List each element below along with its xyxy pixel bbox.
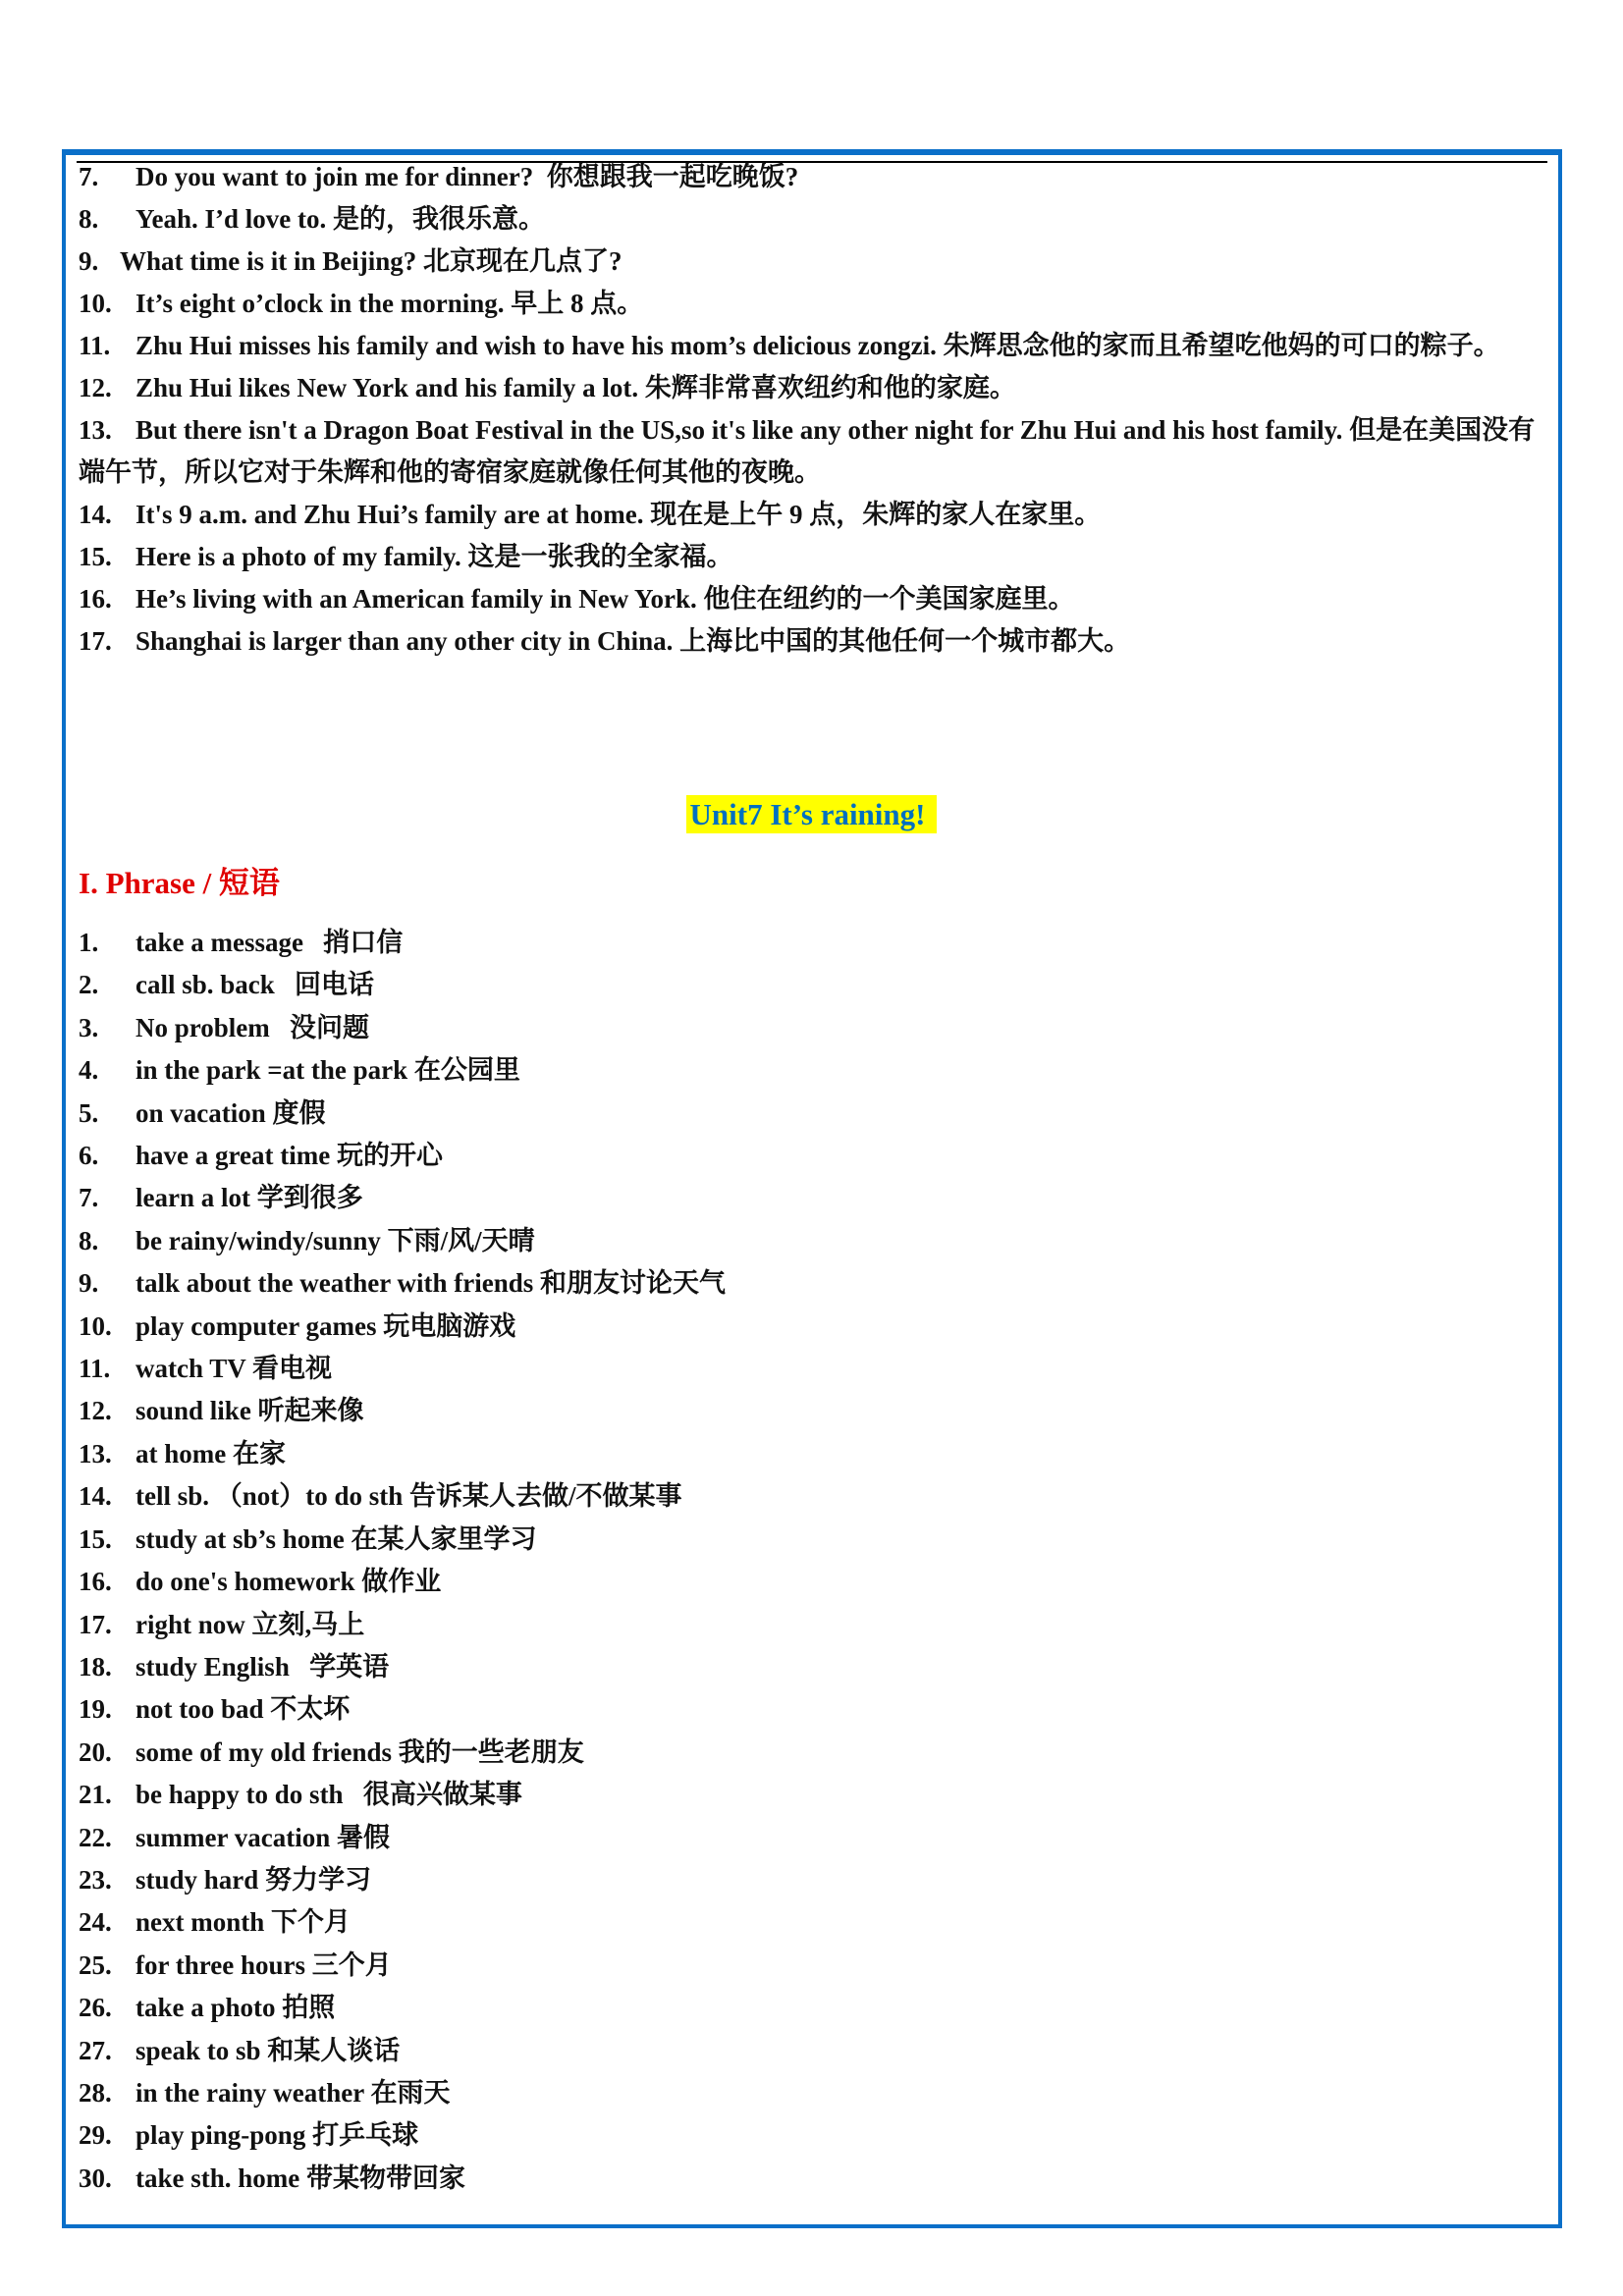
sentence-text: Here is a photo of my family. 这是一张我的全家福。 (135, 542, 733, 571)
phrase-item (79, 2072, 726, 2114)
phrase-text: play computer games 玩电脑游戏 (135, 1310, 516, 1341)
phrase-item (79, 1945, 726, 1987)
item-number: 9. (79, 246, 99, 276)
phrase-item (79, 922, 726, 964)
phrase-item (79, 1475, 726, 1518)
item-number: 28. (79, 2077, 112, 2108)
sentence-text: It’s eight o’clock in the morning. 早上 8 点。 (135, 289, 644, 318)
phrase-text: study hard 努力学习 (135, 1864, 372, 1895)
sentence-text: Zhu Hui misses his family and wish to have his mom’s delicious zongzi. 朱辉思念他的家而且希望吃他妈的可口的粽子。 (135, 331, 1500, 360)
item-number: 15. (79, 542, 112, 571)
sentence-text: Do you want to join me for dinner? 你想跟我一起吃晚饭? (135, 162, 799, 191)
phrase-text: summer vacation 暑假 (135, 1822, 390, 1852)
sentence-text: He’s living with an American family in New York. 他住在纽约的一个美国家庭里。 (135, 584, 1075, 614)
phrase-item (79, 2114, 726, 2157)
sentence-item (79, 283, 1551, 325)
phrase-item (79, 1007, 726, 1049)
item-number: 30. (79, 2163, 112, 2193)
phrase-item (79, 1433, 726, 1475)
item-number: 13. (79, 415, 112, 445)
phrase-item (79, 1688, 726, 1731)
phrase-text: take sth. home 带某物带回家 (135, 2163, 465, 2193)
phrase-text: play ping-pong 打乒乓球 (135, 2120, 419, 2151)
phrase-item (79, 1987, 726, 2029)
phrase-text: call sb. back 回电话 (135, 970, 375, 1000)
item-number: 12. (79, 1396, 112, 1426)
item-number: 3. (79, 1012, 99, 1042)
phrase-text: learn a lot 学到很多 (135, 1183, 363, 1213)
phrase-text: for three hours 三个月 (135, 1949, 392, 1980)
phrase-text: take a message 捎口信 (135, 928, 404, 957)
phrase-text: do one's homework 做作业 (135, 1567, 442, 1597)
sentence-text: Zhu Hui likes New York and his family a lot. 朱辉非常喜欢纽约和他的家庭。 (135, 373, 1016, 402)
phrase-item (79, 1732, 726, 1774)
item-number: 7. (79, 1183, 99, 1213)
item-number: 27. (79, 2035, 112, 2065)
phrase-text: talk about the weather with friends 和朋友讨论天气 (135, 1268, 727, 1299)
item-number: 12. (79, 373, 112, 402)
phrase-item (79, 2158, 726, 2200)
sentence-item (79, 536, 1551, 578)
phrase-text: study English 学英语 (135, 1651, 390, 1682)
phrase-item (79, 1348, 726, 1390)
unit-title-text: Unit7 It’s raining! (686, 795, 938, 833)
sentence-item (79, 409, 1551, 494)
phrase-item (79, 1306, 726, 1348)
phrase-item (79, 1093, 726, 1135)
item-number: 13. (79, 1438, 112, 1468)
phrase-item (79, 1859, 726, 1901)
sentence-item (79, 198, 1551, 240)
sentence-text: What time is it in Beijing? 北京现在几点了? (120, 246, 622, 276)
sentence-item (79, 578, 1551, 620)
item-number: 5. (79, 1097, 99, 1128)
phrase-text: watch TV 看电视 (135, 1354, 333, 1384)
item-number: 1. (79, 928, 99, 957)
sentence-text: Shanghai is larger than any other city in China. 上海比中国的其他任何一个城市都大。 (135, 626, 1131, 656)
sentence-item (79, 620, 1551, 663)
item-number: 2. (79, 970, 99, 1000)
item-number: 23. (79, 1864, 112, 1895)
item-number: 19. (79, 1694, 112, 1725)
sentence-item (79, 367, 1551, 409)
item-number: 29. (79, 2120, 112, 2151)
item-number: 26. (79, 1993, 112, 2023)
phrase-item (79, 1646, 726, 1688)
item-number: 21. (79, 1780, 112, 1810)
phrase-item (79, 1817, 726, 1859)
phrase-text: not too bad 不太坏 (135, 1694, 351, 1725)
phrase-text: next month 下个月 (135, 1907, 352, 1938)
section-heading: I. Phrase / 短语 (79, 866, 280, 900)
phrase-item (79, 1519, 726, 1561)
phrase-item (79, 1049, 726, 1092)
item-number: 15. (79, 1523, 112, 1554)
phrase-text: have a great time 玩的开心 (135, 1141, 443, 1171)
item-number: 16. (79, 584, 112, 614)
item-number: 9. (79, 1268, 99, 1299)
item-number: 7. (79, 162, 99, 191)
item-number: 14. (79, 500, 112, 529)
item-number: 11. (79, 331, 111, 360)
sentence-item (79, 240, 1551, 283)
phrase-item (79, 1901, 726, 1944)
item-number: 17. (79, 1609, 112, 1639)
item-number: 16. (79, 1567, 112, 1597)
phrase-text: tell sb. （not）to do sth 告诉某人去做/不做某事 (135, 1481, 682, 1512)
phrase-item (79, 1220, 726, 1262)
item-number: 17. (79, 626, 112, 656)
item-number: 20. (79, 1736, 112, 1767)
phrase-text: take a photo 拍照 (135, 1993, 336, 2023)
phrase-text: study at sb’s home 在某人家里学习 (135, 1523, 537, 1554)
item-number: 8. (79, 1225, 99, 1255)
phrase-item (79, 1135, 726, 1177)
phrase-text: sound like 听起来像 (135, 1396, 364, 1426)
phrase-text: be happy to do sth 很高兴做某事 (135, 1780, 522, 1810)
item-number: 14. (79, 1481, 112, 1512)
item-number: 10. (79, 1310, 112, 1341)
phrase-item (79, 1390, 726, 1432)
phrase-item (79, 1561, 726, 1603)
item-number: 6. (79, 1141, 99, 1171)
item-number: 11. (79, 1354, 111, 1384)
phrase-item (79, 1262, 726, 1305)
sentence-item (79, 494, 1551, 536)
phrase-text: at home 在家 (135, 1438, 286, 1468)
phrase-text: in the park =at the park 在公园里 (135, 1055, 520, 1086)
phrase-item (79, 1177, 726, 1219)
item-number: 25. (79, 1949, 112, 1980)
phrase-item (79, 964, 726, 1006)
sentence-text: It's 9 a.m. and Zhu Hui’s family are at home. 现在是上午 9 点，朱辉的家人在家里。 (135, 500, 1102, 529)
unit-title (0, 797, 1623, 832)
phrase-list (79, 922, 726, 2200)
sentence-text: But there isn't a Dragon Boat Festival in the US,so it's like any other night for Zhu Hui and his host family. 但是在美国没有端午节，所以它对于朱辉和他的寄宿家庭就像任何其他的夜晚。 (79, 415, 1536, 487)
item-number: 8. (79, 204, 99, 234)
phrase-text: be rainy/windy/sunny 下雨/风/天晴 (135, 1225, 535, 1255)
item-number: 24. (79, 1907, 112, 1938)
item-number: 22. (79, 1822, 112, 1852)
item-number: 18. (79, 1651, 112, 1682)
phrase-item (79, 1604, 726, 1646)
phrase-item (79, 2030, 726, 2072)
item-number: 4. (79, 1055, 99, 1086)
sentence-list (79, 156, 1551, 663)
phrase-text: some of my old friends 我的一些老朋友 (135, 1736, 584, 1767)
phrase-text: speak to sb 和某人谈话 (135, 2035, 401, 2065)
sentence-text: Yeah. I’d love to. 是的，我很乐意。 (135, 204, 545, 234)
phrase-text: in the rainy weather 在雨天 (135, 2077, 451, 2108)
item-number: 10. (79, 289, 112, 318)
phrase-text: on vacation 度假 (135, 1097, 326, 1128)
sentence-item (79, 325, 1551, 367)
phrase-text: No problem 没问题 (135, 1012, 370, 1042)
phrase-item (79, 1774, 726, 1816)
sentence-item (79, 156, 1551, 198)
phrase-text: right now 立刻,马上 (135, 1609, 365, 1639)
